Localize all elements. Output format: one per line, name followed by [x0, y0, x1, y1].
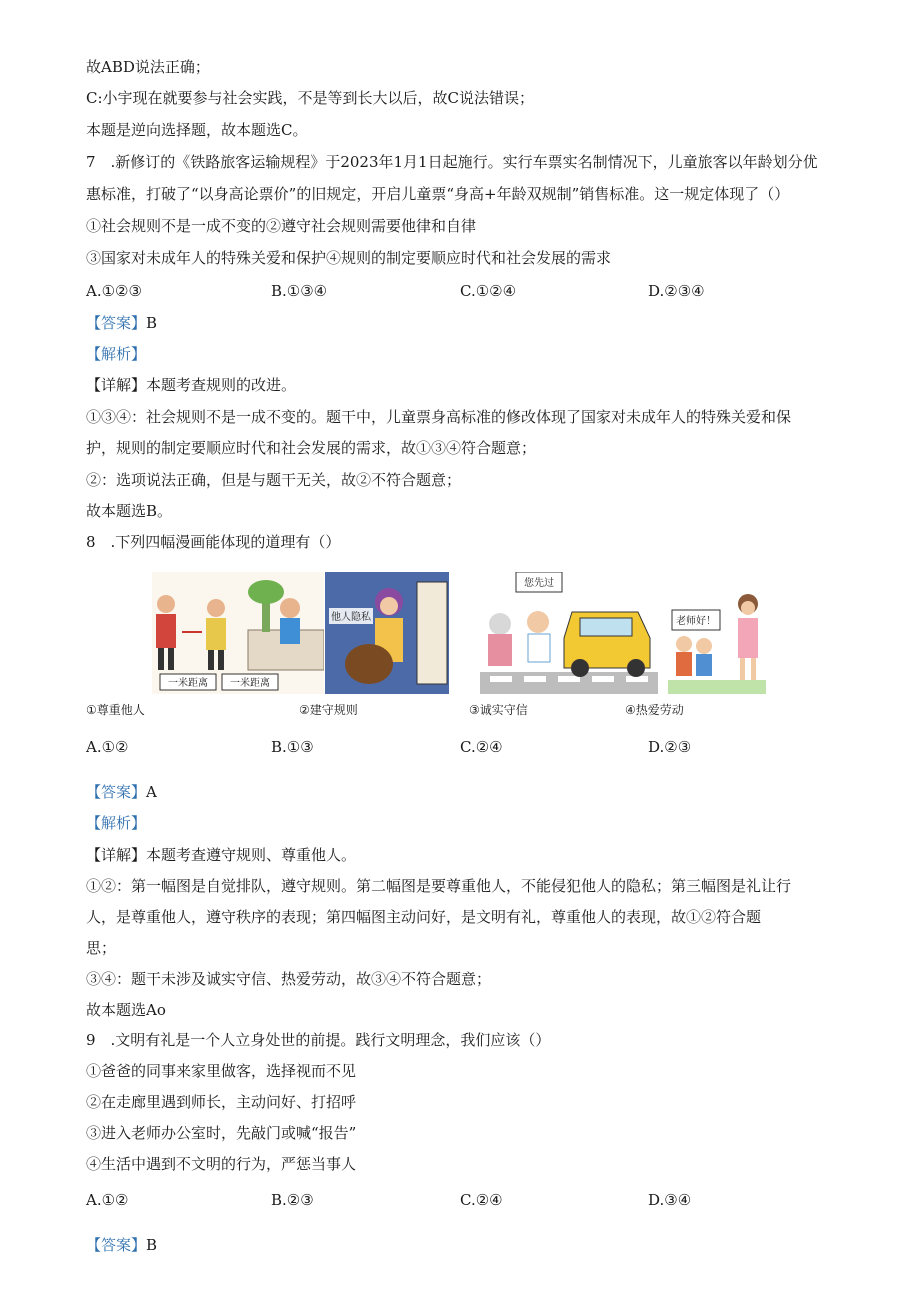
question-9-statement: ②在走廊里遇到师长，主动问好、打招呼	[86, 1093, 357, 1111]
answer-tag: 【答案】	[86, 783, 147, 801]
detail-tag: 【详解】	[86, 376, 147, 394]
q8-option-a: A.①②	[86, 738, 129, 756]
q7-option-d: D.②③④	[648, 282, 705, 300]
q8-detail-line: ①②：第一幅图是自觉排队，遵守规则。第二幅图是要尊重他人，不能侵犯他人的隐私；第三幅图是礼让行	[86, 877, 792, 895]
question-7-statement: ③国家对未成年人的特殊关爱和保护④规则的制定要顺应时代和社会发展的需求	[86, 249, 612, 267]
q8-option-d: D.②③	[648, 738, 692, 756]
text-line: 故ABD说法正确；	[86, 58, 210, 76]
question-8-stem: 8 .下列四幅漫画能体现的道理有（）	[86, 533, 341, 551]
q7-detail-line: 护，规则的制定要顺应时代和社会发展的需求，故①③④符合题意；	[86, 439, 537, 457]
answer-value: B	[146, 1236, 158, 1254]
comic-queue-image	[152, 572, 324, 694]
question-9-statement: ①爸爸的同事来家里做客，选择视而不见	[86, 1062, 357, 1080]
comic-bubble-text: 您先过	[524, 578, 554, 589]
question-9-statement: ④生活中遇到不文明的行为，严惩当事人	[86, 1155, 357, 1173]
q9-option-a: A.①②	[86, 1191, 129, 1209]
q8-option-c: C.②④	[460, 738, 503, 756]
q7-option-b: B.①③④	[271, 282, 328, 300]
comic-label-text: 一米距离	[230, 678, 270, 689]
question-9-stem: 9 .文明有礼是一个人立身处世的前提。践行文明理念，我们应该（）	[86, 1031, 551, 1049]
q7-answer	[86, 313, 157, 333]
q7-analysis-tag: 【解析】	[86, 345, 147, 363]
q8-detail	[86, 845, 356, 865]
q8-option-b: B.①③	[271, 738, 314, 756]
q7-detail-line: ①③④：社会规则不是一成不变的。题干中，儿童票身高标准的修改体现了国家对未成年人的特殊关爱和保	[86, 408, 792, 426]
comic-crosswalk-image	[480, 572, 658, 694]
question-7-stem: 7 .新修订的《铁路旅客运输规程》于2023年1月1日起施行。实行车票实名制情况下，儿童旅客以年龄划分优	[86, 153, 818, 171]
q8-analysis-tag: 【解析】	[86, 814, 147, 832]
q7-option-a: A.①②③	[86, 282, 142, 300]
comic-greeting-image	[668, 572, 766, 694]
q7-detail-line: ②：选项说法正确，但是与题干无关，故②不符合题意；	[86, 471, 462, 489]
q9-answer	[86, 1235, 157, 1255]
comic-privacy-label: 他人隐私	[331, 612, 371, 623]
q7-option-c: C.①②④	[460, 282, 517, 300]
q7-detail	[86, 375, 296, 395]
question-7-statement: ①社会规则不是一成不变的②遵守社会规则需要他律和自律	[86, 217, 477, 235]
q9-option-b: B.②③	[271, 1191, 314, 1209]
text-line: C:小宇现在就要参与社会实践，不是等到长大以后，故C说法错误；	[86, 89, 535, 107]
detail-text: 本题考查规则的改进。	[146, 376, 297, 394]
comic-caption-3: ③诚实守信	[469, 703, 528, 717]
q8-answer	[86, 782, 157, 802]
q8-detail-line: 思；	[86, 939, 117, 957]
detail-text: 本题考查遵守规则、尊重他人。	[146, 846, 357, 864]
q9-option-c: C.②④	[460, 1191, 503, 1209]
q7-detail-line: 故本题选B。	[86, 502, 173, 520]
comic-caption-2: ②建守规则	[299, 703, 358, 717]
comic-bubble-text: 老师好！	[676, 616, 716, 627]
comic-privacy-image	[325, 572, 449, 694]
comic-label-text: 一米距离	[168, 678, 208, 689]
q9-option-d: D.③④	[648, 1191, 692, 1209]
comic-caption-4: ④热爱劳动	[625, 703, 684, 717]
question-9-statement: ③进入老师办公室时，先敲门或喊“报告”	[86, 1124, 357, 1142]
q8-detail-line: 故本题选Ao	[86, 1001, 166, 1019]
answer-value: A	[146, 783, 157, 801]
answer-tag: 【答案】	[86, 314, 147, 332]
q8-detail-line: ③④：题干未涉及诚实守信、热爱劳动，故③④不符合题意；	[86, 970, 492, 988]
answer-tag: 【答案】	[86, 1236, 147, 1254]
answer-value: B	[146, 314, 158, 332]
detail-tag: 【详解】	[86, 846, 147, 864]
question-7-stem-cont: 惠标准，打破了“以身高论票价”的旧规定，开启儿童票“身高+年龄双规制”销售标准。这一规定体现了（）	[86, 185, 790, 203]
text-line: 本题是逆向选择题，故本题选C。	[86, 121, 308, 139]
q8-detail-line: 人，是尊重他人，遵守秩序的表现；第四幅图主动问好，是文明有礼，尊重他人的表现，故①②符合题	[86, 908, 762, 926]
comic-caption-1: ①尊重他人	[86, 703, 145, 717]
